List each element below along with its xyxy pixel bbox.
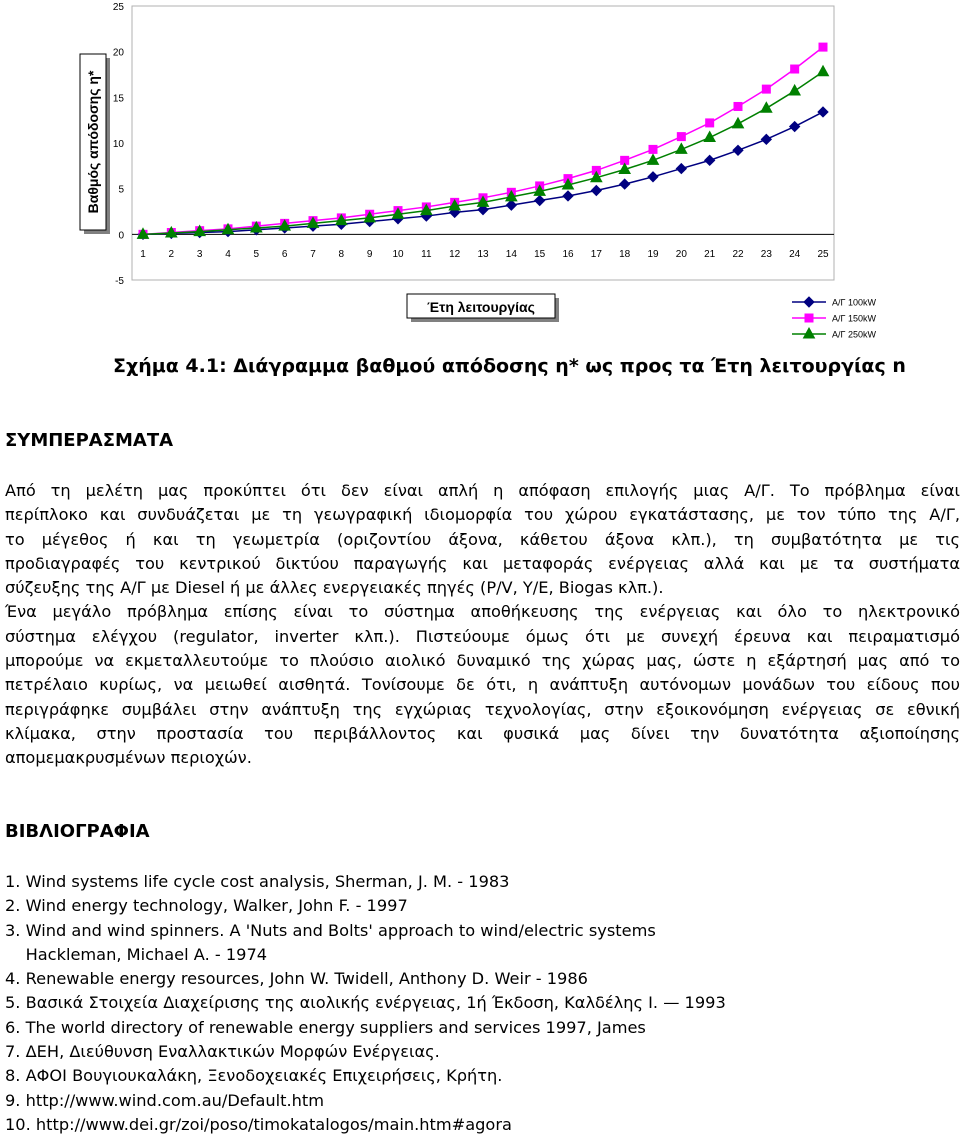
paragraph-line: Ένα μεγάλο πρόβλημα επίσης είναι το σύστημα αποθήκευσης της ενέργειας και όλο το ηλεκτρονικό (5, 602, 960, 622)
data-point (676, 164, 686, 174)
x-tick-label: 19 (647, 249, 659, 260)
x-tick-label: 7 (310, 249, 316, 260)
x-tick-label: 21 (704, 249, 716, 260)
x-tick-labels (140, 249, 829, 260)
data-point (818, 107, 828, 117)
y-tick-label: 0 (118, 230, 124, 242)
x-tick-label: 18 (619, 249, 631, 260)
x-tick-label: 8 (338, 249, 345, 260)
y-axis-title-box (80, 54, 110, 234)
paragraph-line: περίπλοκο και συνδυάζεται με τη γεωγραφική ιδιομορφία του χώρου εγκατάστασης, με τον τύπο της Α/Γ, (5, 505, 960, 525)
legend-entry (792, 297, 876, 308)
data-point (506, 200, 516, 210)
legend-entry (792, 328, 876, 340)
data-point (733, 118, 744, 128)
y-tick-label: -5 (115, 276, 124, 287)
x-axis-title-box (407, 294, 559, 322)
paragraph-line: κλίμακα, στην προστασία του περιβάλλοντος και φυσικά μας δίνει την δυνατότητα αξιοποίησης (5, 723, 960, 743)
reference-item: Hackleman, Michael A. - 1974 (5, 944, 268, 964)
x-tick-label: 16 (562, 249, 574, 260)
series-layer (138, 43, 829, 239)
data-point (591, 185, 601, 195)
legend-marker (804, 297, 814, 307)
reference-item: 5. Βασικά Στοιχεία Διαχείρισης της αιολικής ενέργειας, 1ή Έκδοση, Καλδέλης Ι. — 1993 (5, 993, 726, 1013)
data-point (535, 196, 545, 206)
x-tick-label: 15 (534, 249, 546, 260)
reference-item: 3. Wind and wind spinners. A 'Nuts and Bolts' approach to wind/electric systems (5, 920, 656, 940)
y-axis-title: Βαθμός απόδοσης η* (85, 70, 101, 214)
paragraph-line: περιγράφηκε συμβάλει στην ανάπτυξη της εγχώριας τεχνολογίας, στην εξοικονόμηση ενέργειας σε εθνική (5, 699, 960, 719)
x-tick-label: 12 (449, 249, 461, 260)
legend-marker (804, 328, 815, 338)
y-tick-label: 20 (112, 47, 124, 59)
reference-item: 2. Wind energy technology, Walker, John F. - 1997 (5, 896, 408, 916)
data-point (790, 122, 800, 132)
reference-item: 9. http://www.wind.com.au/Default.htm (5, 1090, 324, 1110)
x-tick-label: 6 (281, 249, 288, 260)
reference-item: 6. The world directory of renewable energy suppliers and services 1997, James (5, 1017, 646, 1037)
series-diamond (138, 107, 828, 239)
reference-list (5, 870, 726, 1137)
legend-entry (792, 314, 876, 324)
paragraph-line: μπορούμε να εκμεταλλευτούμε το πλούσιο αιολικό δυναμικό της χώρας μας, ώστε η εξάρτησή μας από το (5, 651, 960, 671)
x-tick-label: 5 (253, 249, 260, 260)
legend-label: Α/Γ 150kW (832, 313, 876, 324)
data-point (789, 85, 800, 95)
data-point (819, 43, 827, 51)
data-point (761, 102, 772, 112)
x-tick-label: 23 (760, 249, 772, 260)
x-tick-label: 11 (421, 249, 432, 260)
paragraph-line: προδιαγραφές του κεντρικού δικτύου παραγωγής και μεταφοράς ενέργειας αλλά και με τα συστήματα (5, 553, 960, 573)
legend-marker (805, 314, 813, 322)
reference-item: 4. Renewable energy resources, John W. Twidell, Anthony D. Weir - 1986 (5, 969, 588, 989)
data-point (734, 102, 742, 110)
x-tick-label: 24 (789, 249, 801, 260)
data-point (705, 155, 715, 165)
x-axis-title: Έτη λειτουργίας (427, 299, 535, 315)
figure-caption: Σχήμα 4.1: Διάγραμμα βαθμού απόδοσης η* ως προς τα Έτη λειτουργίας n (113, 355, 906, 377)
data-point (563, 191, 573, 201)
data-point (818, 66, 829, 76)
x-tick-label: 17 (590, 249, 602, 260)
paragraph-line: σύζευξης της Α/Γ με Diesel ή με άλλες ενεργειακές πηγές (P/V, Y/E, Biogas κλπ.). (5, 578, 664, 598)
efficiency-chart (0, 0, 960, 350)
x-tick-label: 2 (168, 249, 175, 260)
reference-item: 8. ΑΦΟΙ Βουγιουκαλάκη, Ξενοδοχειακές Επιχειρήσεις, Κρήτη. (5, 1066, 503, 1086)
data-point (761, 134, 771, 144)
data-point (704, 132, 715, 142)
plot-area (132, 6, 834, 280)
data-point (762, 85, 770, 93)
data-point (649, 145, 657, 153)
legend-label: Α/Γ 250kW (832, 329, 876, 340)
x-tick-label: 22 (732, 249, 744, 260)
reference-item: 10. http://www.dei.gr/zoi/poso/timokatalogos/main.htm#agora (5, 1114, 512, 1134)
paragraph-line: Από τη μελέτη μας προκύπτει ότι δεν είναι απλή η απόφαση επιλογής μιας Α/Γ. Το πρόβλημα είναι (5, 481, 960, 500)
legend (792, 297, 876, 340)
data-point (677, 133, 685, 141)
paragraph-line: το μέγεθος ή και τη γεωμετρία (οριζοντίου άξονα, κάθετου άξονα κλπ.), τη συμβατότητα με τις (5, 529, 960, 549)
paragraph-line: σύστημα ελέγχου (regulator, inverter κλπ.). Πιστεύουμε όμως ότι με συνεχή έρευνα και πειραματισμό (5, 626, 960, 646)
data-point (648, 172, 658, 182)
section-title-bibliography: ΒΙΒΛΙΟΓΡΑΦΙΑ (5, 821, 150, 842)
y-tick-labels (113, 2, 125, 287)
reference-item: 7. ΔΕΗ, Διεύθυνση Εναλλακτικών Μορφών Ενέργειας. (5, 1042, 440, 1062)
legend-label: Α/Γ 100kW (832, 297, 876, 308)
y-tick-label: 15 (112, 93, 124, 105)
x-tick-label: 4 (225, 249, 231, 260)
x-tick-label: 1 (140, 249, 146, 260)
y-tick-label: 25 (112, 2, 124, 13)
x-tick-label: 20 (675, 249, 687, 260)
x-tick-label: 3 (196, 249, 203, 260)
x-tick-label: 13 (477, 249, 489, 260)
paragraph-line: απομεμακρυσμένων περιοχών. (5, 748, 252, 768)
section-title-conclusions: ΣΥΜΠΕΡΑΣΜΑΤΑ (5, 430, 174, 451)
data-point (791, 65, 799, 73)
x-tick-label: 25 (817, 249, 829, 260)
series-line (143, 112, 823, 234)
paragraph-line: πετρέλαιο κυρίως, να μειωθεί αισθητά. Τονίσουμε δε ότι, η ανάπτυξη αυτόνομων μονάδων του είδους που (5, 675, 960, 695)
x-tick-label: 9 (366, 249, 373, 260)
data-point (620, 179, 630, 189)
y-tick-label: 5 (118, 184, 124, 196)
y-tick-label: 10 (112, 139, 124, 150)
conclusions-paragraph (5, 479, 960, 771)
x-tick-label: 10 (392, 249, 404, 260)
x-tick-label: 14 (505, 249, 517, 260)
reference-item: 1. Wind systems life cycle cost analysis, Sherman, J. M. - 1983 (5, 872, 510, 891)
data-point (733, 145, 743, 155)
data-point (706, 119, 714, 127)
